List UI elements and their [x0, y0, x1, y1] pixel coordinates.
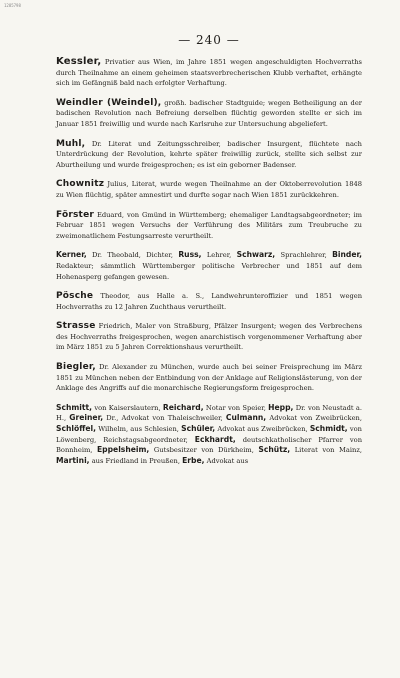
entry-text: Dr. von Neustadt a. H., [56, 403, 362, 423]
entry-text: Dr. Theobald, Dichter, [86, 251, 179, 260]
entry-name: Reichard, [162, 402, 204, 412]
entry-text: Theodor, aus Halle a. S., Landwehrunteroffizier und 1851 wegen Hochverraths zu 12 Jahren Zuchthaus verurtheilt. [56, 292, 362, 311]
entry-muhl [56, 139, 362, 171]
entry-text: Wilhelm, aus Schlesien, [96, 425, 182, 434]
entry-kessler [56, 57, 362, 89]
entry-text: Eduard, von Gmünd in Württemberg; ehemaliger Landtagsabgeordneter; im Februar 1851 wegen Versuchs der Verführung des Militärs zum Treubruche zu zweimonatlichem Festungsarreste verurtheilt. [56, 210, 362, 240]
entry-name: Schmidt, [309, 424, 348, 434]
entry-foerster [56, 210, 362, 242]
entry-name: Binder, [332, 250, 363, 260]
entry-name: Schwarz, [236, 250, 276, 260]
entry-poesche [56, 291, 362, 312]
entry-text: Julius, Literat, wurde wegen Theilnahme an der Oktoberrevolution 1848 zu Wien flüchtig, später amnestirt und durfte sogar nach Wien 1851 zurückkehren. [56, 180, 362, 199]
entry-name: Muhl, [56, 138, 86, 149]
entry-schmitt-group [56, 403, 362, 467]
entry-biegler [56, 362, 362, 394]
entry-text: von Kaiserslautern, [92, 403, 163, 412]
entry-name: Weindler (Weindel), [56, 97, 162, 108]
entry-text: Literat von Mainz, [290, 446, 362, 455]
entry-name: Chownitz [56, 179, 105, 190]
entry-text: Friedrich, Maler von Straßburg, Pfälzer Insurgent; wegen des Verbrechens des Hochverraths freigesprochen, wegen anarchistisch vorgenommener Verhaftung aber im März 1851 zu 5 Jahren Correktionshaus verurtheilt. [56, 322, 362, 352]
entry-name: Schmitt, [56, 402, 93, 412]
entry-name: Hepp, [268, 402, 294, 412]
entry-name: Schlöffel, [56, 424, 96, 434]
entry-text: Gutsbesitzer von Dürkheim, [149, 446, 259, 455]
entry-name: Strasse [56, 321, 96, 332]
catalog-id: 1285798 [4, 3, 21, 8]
entry-name: Eckhardt, [194, 434, 236, 444]
entry-text: großh. badischer Stadtguide; wegen Betheiligung an der badischen Revolution nach Befreiung derselben flüchtig geworden stellte er sich im Januar 1851 freiwillig und wurde nach Karlsruhe zur Untersuchung abgeliefert. [56, 98, 362, 128]
entry-name: Pösche [56, 291, 94, 302]
entry-text: aus Friedland in Preußen, [89, 456, 183, 465]
entry-name: Eppelsheim, [97, 445, 150, 455]
entry-name: Erbe, [182, 455, 205, 465]
entry-text: Advokat von Zweibrücken, [266, 414, 362, 423]
entry-text: deutschkatholischer Pfarrer von Bonnheim, [56, 435, 363, 455]
entry-text: Lehrer, [201, 251, 237, 260]
entry-kerner-group [56, 250, 362, 282]
entry-name: Biegler, [56, 362, 96, 373]
entry-name: Greiner, [69, 413, 104, 423]
entry-text: Advokat aus [204, 456, 249, 465]
entry-name: Russ, [178, 250, 202, 260]
entry-name: Kerner, [56, 250, 87, 260]
entry-name: Kessler, [56, 56, 102, 67]
entry-text: Advokat aus Zweibrücken, [215, 425, 310, 434]
entry-text: Dr. Literat und Zeitungsschreiber, badischer Insurgent, flüchtete nach Unterdrückung der Revolution, kehrte später freiwillig zurück, stellte sich selbst zur Aburtheilung und wurde freigesprochen; es ist ein geborner Badenser. [56, 139, 362, 169]
entry-text: Redakteur; sämmtlich Württemberger politische Verbrecher und 1851 auf dem Hohenasperg gefangen gewesen. [56, 261, 362, 281]
entry-text: Dr., Advokat von Thaleischweiler, [103, 414, 226, 423]
entry-strasse [56, 321, 362, 353]
entry-chownitz [56, 179, 362, 200]
entry-text: Notar von Speier, [203, 403, 269, 412]
entry-text: von Löwenberg, Reichstagsabgeordneter, [56, 425, 362, 444]
entry-text: Privatier aus Wien, im Jahre 1851 wegen angeschuldigten Hochverraths durch Theilnahme an einem geheimen staatsverbrecherischen Klubb verhaftet, erhängte sich im Gefängniß bald nach erfolgter Verhaftung. [56, 58, 362, 88]
entry-name: Schüler, [181, 424, 216, 434]
entry-name: Förster [56, 209, 95, 220]
entry-weindler [56, 98, 362, 130]
document-page [56, 33, 362, 475]
entry-name: Martini, [56, 455, 90, 465]
entry-name: Culmann, [225, 413, 267, 423]
page-number: — 240 — [178, 33, 240, 47]
entry-name: Schütz, [258, 445, 291, 455]
entry-text: Sprachlehrer, [275, 251, 333, 260]
entry-text: Dr. Alexander zu München, wurde auch bei seiner Freisprechung im März 1851 zu München neben der Entbindung von der Anklage auf Religionslästerung, von der Anklage des Angriffs auf die monarchische Regierungsform freigesprochen. [56, 363, 362, 393]
